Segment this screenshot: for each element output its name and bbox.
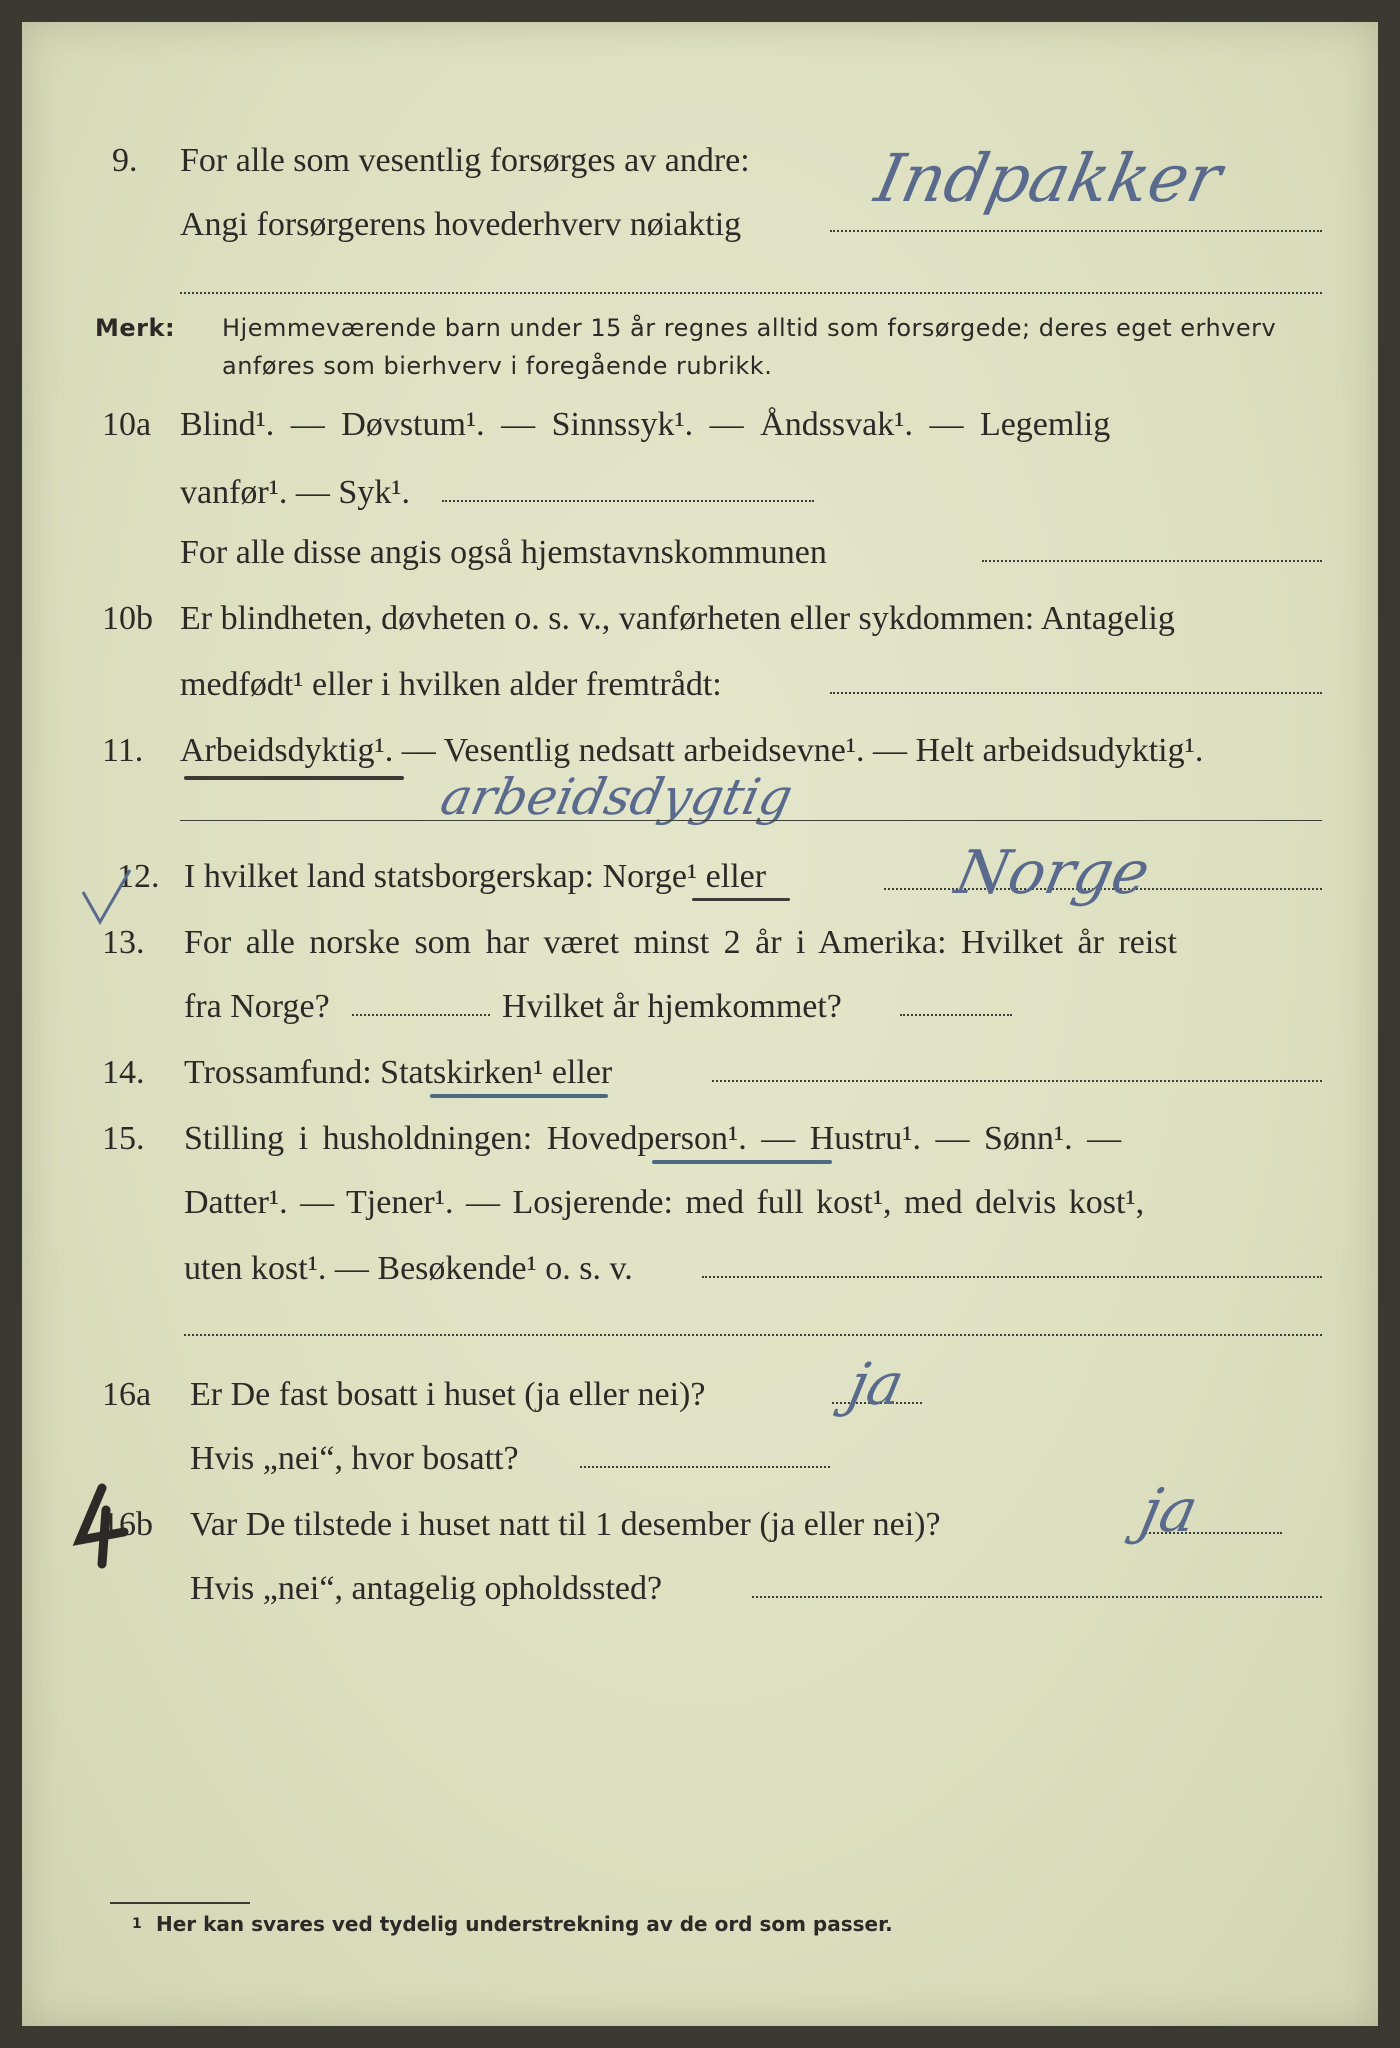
question-number: 13.	[102, 924, 145, 961]
answer-line	[580, 1466, 830, 1468]
question-text: Hvis „nei“, hvor bosatt?	[190, 1440, 519, 1477]
question-text: Datter¹. — Tjener¹. — Losjerende: med full kost¹, med delvis kost¹,	[184, 1184, 1145, 1221]
checkmark-icon	[78, 862, 138, 932]
underline-mark	[692, 898, 790, 901]
handwritten-answer[interactable]: ja	[1134, 1476, 1204, 1546]
answer-line	[184, 1334, 1322, 1336]
handwritten-answer[interactable]: ja	[842, 1350, 910, 1418]
question-number: 12.	[117, 858, 160, 895]
question-number: 16b	[102, 1506, 153, 1543]
question-number: 15.	[102, 1120, 145, 1157]
question-text: For alle som vesentlig forsørges av andre:	[180, 142, 750, 179]
question-text: Blind¹. — Døvstum¹. — Sinnssyk¹. — Åndssvak¹. — Legemlig	[180, 406, 1111, 443]
footnote-mark: 1	[132, 1916, 142, 1932]
underline-mark	[430, 1094, 608, 1098]
handwritten-mark-icon	[62, 1480, 142, 1570]
question-number: 16a	[102, 1376, 152, 1413]
question-number: 10a	[102, 406, 152, 443]
answer-line	[982, 560, 1322, 562]
answer-line	[752, 1596, 1322, 1598]
underline-mark	[184, 776, 404, 780]
question-number: 14.	[102, 1054, 145, 1091]
question-text: I hvilket land statsborgerskap: Norge¹ eller	[184, 858, 767, 895]
answer-line	[702, 1276, 1322, 1278]
question-text: Hvis „nei“, antagelig opholdssted?	[190, 1570, 663, 1607]
answer-line	[830, 230, 1322, 232]
census-form-sheet	[22, 22, 1378, 2026]
footnote-divider	[110, 1902, 250, 1904]
answer-line	[712, 1080, 1322, 1082]
note-label: Merk:	[95, 314, 176, 342]
answer-line	[180, 820, 1322, 821]
question-text: Var De tilstede i huset natt til 1 desember (ja eller nei)?	[190, 1506, 941, 1543]
handwritten-answer[interactable]: Norge	[949, 838, 1156, 908]
question-text: uten kost¹. — Besøkende¹ o. s. v.	[184, 1250, 633, 1287]
answer-line	[900, 1014, 1012, 1016]
answer-line	[442, 500, 814, 502]
handwritten-answer[interactable]: Indpakker	[868, 140, 1229, 217]
question-text: For alle norske som har været minst 2 år i Amerika: Hvilket år reist	[184, 924, 1177, 961]
note-text: anføres som bierhverv i foregående rubrikk.	[222, 352, 773, 380]
question-text: Angi forsørgerens hovederhverv nøiaktig	[180, 206, 742, 243]
question-text: Er De fast bosatt i huset (ja eller nei)?	[190, 1376, 706, 1413]
question-number: 9.	[112, 142, 138, 179]
question-text: Hvilket år hjemkommet?	[502, 988, 842, 1025]
question-text: Trossamfund: Statskirken¹ eller	[184, 1054, 613, 1091]
question-text: Er blindheten, døvheten o. s. v., vanførheten eller sykdommen: Antagelig	[180, 600, 1175, 637]
question-text: Stilling i husholdningen: Hovedperson¹. — Hustru¹. — Sønn¹. —	[184, 1120, 1122, 1157]
handwritten-answer[interactable]: arbeidsdygtig	[435, 768, 798, 826]
question-text: fra Norge?	[184, 988, 330, 1025]
question-text: vanfør¹. — Syk¹.	[180, 474, 411, 511]
footnote-text: Her kan svares ved tydelig understrekning av de ord som passer.	[156, 1912, 893, 1936]
question-number: 11.	[102, 732, 144, 769]
answer-line	[352, 1014, 490, 1016]
question-number: 10b	[102, 600, 153, 637]
note-text: Hjemmeværende barn under 15 år regnes alltid som forsørgede; deres eget erhverv	[222, 314, 1277, 342]
question-text: For alle disse angis også hjemstavnskommunen	[180, 534, 827, 571]
underline-mark	[652, 1160, 832, 1164]
question-text: medfødt¹ eller i hvilken alder fremtrådt:	[180, 666, 722, 703]
question-text: Arbeidsdyktig¹. — Vesentlig nedsatt arbeidsevne¹. — Helt arbeidsudyktig¹.	[180, 732, 1204, 769]
answer-line	[180, 292, 1322, 294]
answer-line	[830, 692, 1322, 694]
